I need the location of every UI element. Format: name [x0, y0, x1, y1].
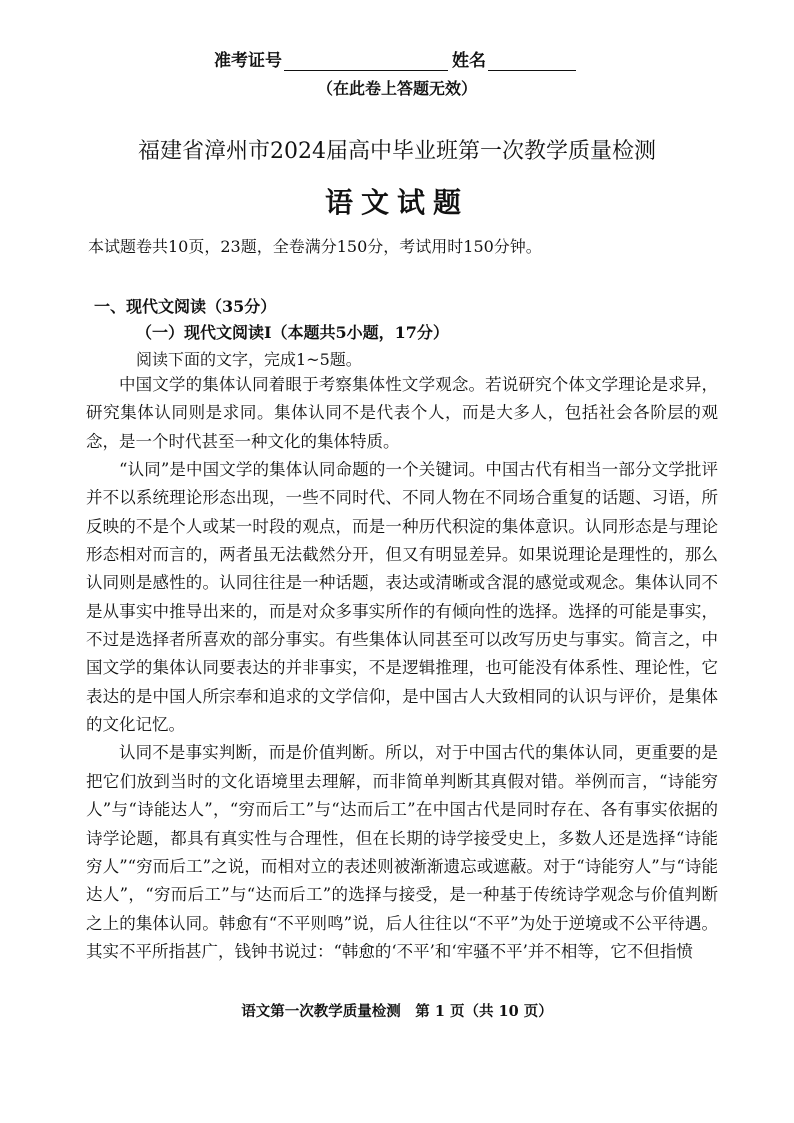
reading-passage	[86, 371, 718, 966]
page-footer: 语文第一次教学质量检测 第 1 页（共 10 页）	[241, 1003, 553, 1020]
subsection-heading: （一）现代文阅读Ⅰ（本题共5小题，17分）	[136, 323, 449, 342]
reading-instruction: 阅读下面的文字，完成1~5题。	[136, 350, 362, 369]
name-label: 姓名	[452, 51, 486, 71]
name-blank	[488, 52, 576, 71]
passage-paragraph: 认同不是事实判断，而是价值判断。所以，对于中国古代的集体认同，更重要的是把它们放到当时的文化语境里去理解，而非简单判断其真假对错。举例而言，“诗能穷人”与“诗能达人”，“穷而后工”与“达而后工”在中国古代是同时存在、各有事实依据的诗学论题，都具有真实性与合理性，但在长期的诗学接受史上，多数人还是选择“诗能穷人”“穷而后工”之说，而相对立的表述则被渐渐遗忘或遮蔽。对于“诗能穷人”与“诗能达人”，“穷而后工”与“达而后工”的选择与接受，是一种基于传统诗学观念与价值判断之上的集体认同。韩愈有“不平则鸣”说，后人往往以“不平”为处于逆境或不公平待遇。其实不平所指甚广，钱钟书说过：“韩愈的‘不平’和‘牢骚不平’并不相等，它不但指愤	[86, 743, 718, 961]
candidate-number-label: 准考证号	[214, 51, 282, 71]
candidate-info-line	[0, 46, 794, 71]
subject-title: 语文试题	[324, 186, 469, 219]
passage-paragraph: “认同”是中国文学的集体认同命题的一个关键词。中国古代有相当一部分文学批评并不以系统理论形态出现，一些不同时代、不同人物在不同场合重复的话题、习语，所反映的不是个人或某一时段的观点，而是一种历代积淀的集体意识。认同形态是与理论形态相对而言的，两者虽无法截然分开，但又有明显差异。如果说理论是理性的，那么认同则是感性的。认同往往是一种话题，表达或清晰或含混的感觉或观念。集体认同不是从事实中推导出来的，而是对众多事实所作的有倾向性的选择。选择的可能是事实，不过是选择者所喜欢的部分事实。有些集体认同甚至可以改写历史与事实。简言之，中国文学的集体认同要表达的并非事实，不是逻辑推理，也可能没有体系性、理论性，它表达的是中国人所宗奉和追求的文学信仰，是中国古人大致相同的认识与评价，是集体的文化记忆。	[86, 460, 718, 735]
exam-intro: 本试题卷共10页，23题，全卷满分150分，考试用时150分钟。	[88, 237, 542, 256]
section-heading: 一、现代文阅读（35分）	[94, 297, 277, 316]
passage-paragraph: 中国文学的集体认同着眼于考察集体性文学观念。若说研究个体文学理论是求异，研究集体认同则是求同。集体认同不是代表个人，而是大多人，包括社会各阶层的观念，是一个时代甚至一种文化的集体特质。	[86, 375, 718, 451]
invalid-answer-note: （在此卷上答题无效）	[316, 79, 477, 98]
exam-title: 福建省漳州市2024届高中毕业班第一次教学质量检测	[138, 139, 656, 164]
candidate-number-blank	[284, 52, 448, 71]
